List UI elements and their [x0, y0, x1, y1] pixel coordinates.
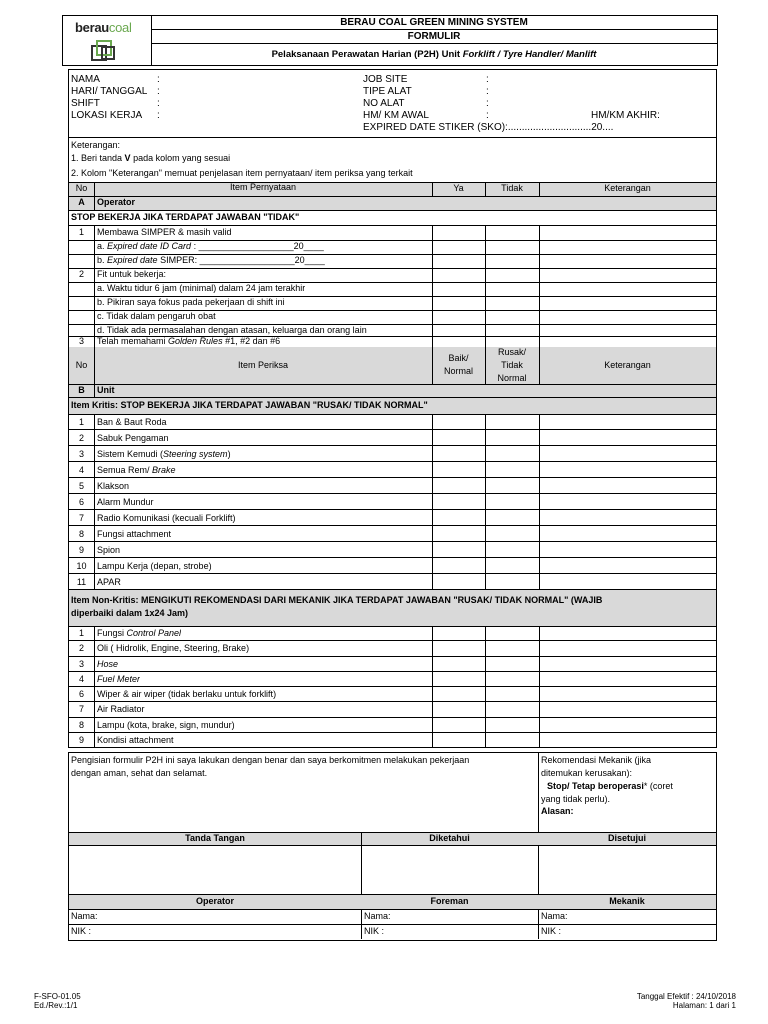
- check-ya[interactable]: [432, 336, 485, 347]
- foreman-nama-field[interactable]: Nama:: [364, 911, 391, 921]
- check-baik[interactable]: [432, 558, 485, 574]
- check-tidak[interactable]: [485, 310, 539, 324]
- row-text: [97, 512, 236, 525]
- text: Telah memahami: [97, 336, 169, 346]
- check-ya[interactable]: [432, 254, 485, 268]
- footer-halaman: Halaman: 1 dari 1: [672, 1001, 736, 1010]
- form-subtitle: [151, 44, 717, 65]
- table-row: [69, 657, 716, 672]
- text: Ban & Baut Roda: [97, 416, 167, 427]
- check-tidak[interactable]: [485, 296, 539, 310]
- role-mekanik: Mekanik: [609, 896, 645, 906]
- keterangan-cell[interactable]: [539, 430, 716, 446]
- check-rusak[interactable]: [485, 733, 539, 748]
- declaration-line-1: Pengisian formulir P2H ini saya lakukan dengan benar dan saya berkomitmen melakukan pekerjaan: [71, 755, 470, 765]
- footer-tanggal: Tanggal Efektif : 24/10/2018: [636, 992, 736, 1001]
- rekomendasi-line-2: ditemukan kerusakan):: [541, 768, 633, 778]
- text: Stop/ Tetap beroperasi: [547, 781, 644, 791]
- rule: [94, 478, 95, 494]
- check-tidak[interactable]: [485, 225, 539, 240]
- row-text: a. Waktu tidur 6 jam (minimal) dalam 24 jam terakhir: [97, 283, 306, 293]
- check-rusak[interactable]: [485, 657, 539, 672]
- row-text: [97, 719, 235, 732]
- row-no: 1: [78, 416, 84, 427]
- check-rusak[interactable]: [485, 462, 539, 478]
- keterangan-cell[interactable]: [539, 558, 716, 574]
- row-text: d. Tidak ada permasalahan dengan atasan, keluarga dan orang lain: [97, 325, 367, 335]
- text: Fuel Meter: [97, 673, 141, 684]
- nonkritis-table: [69, 626, 716, 748]
- rekomendasi-line-1: Rekomendasi Mekanik (jika: [541, 755, 652, 765]
- colon: :: [157, 74, 160, 85]
- form-label: FORMULIR: [151, 30, 717, 44]
- keterangan-cell[interactable]: [539, 240, 716, 254]
- rule: [94, 542, 95, 558]
- field-expired-date: EXPIRED DATE STIKER (SKO):..............................20....: [363, 122, 614, 133]
- table-row: [69, 687, 716, 702]
- rule: [94, 558, 95, 574]
- check-baik[interactable]: [432, 542, 485, 558]
- table-row: [69, 446, 716, 462]
- row-text: [97, 448, 231, 461]
- row-text: b. Pikiran saya fokus pada pekerjaan di shift ini: [97, 297, 285, 307]
- colon: :: [157, 86, 160, 97]
- row-no: 9: [78, 544, 84, 555]
- rule: [94, 510, 95, 526]
- check-rusak[interactable]: [485, 446, 539, 462]
- colon: :: [486, 110, 489, 121]
- text: Alarm Mundur: [97, 496, 154, 507]
- row-text: [97, 432, 169, 445]
- table-row: [69, 494, 716, 510]
- field-lokasi: LOKASI KERJA: [71, 110, 143, 121]
- keterangan-cell[interactable]: [539, 296, 716, 310]
- field-hari: HARI/ TANGGAL: [71, 86, 148, 97]
- text: Oli ( Hidrolik, Engine, Steering, Brake): [97, 643, 250, 654]
- table-row: [69, 626, 716, 641]
- company-logo: [63, 16, 152, 65]
- check-rusak[interactable]: [485, 542, 539, 558]
- rule: [94, 574, 95, 590]
- check-ya[interactable]: [432, 324, 485, 336]
- text: #1, #2 dan #6: [222, 336, 281, 346]
- mekanik-nama-field[interactable]: Nama:: [541, 911, 568, 921]
- text: Fungsi: [97, 628, 127, 639]
- text: Hose: [97, 658, 119, 669]
- keterangan-cell[interactable]: [539, 718, 716, 733]
- rule: [69, 384, 716, 385]
- row-no: 2: [78, 432, 84, 443]
- text: Air Radiator: [97, 704, 145, 715]
- disetujui-header: Disetujui: [607, 833, 646, 843]
- text: APAR: [97, 576, 121, 587]
- keterangan-cell[interactable]: [539, 494, 716, 510]
- col-header-tidak: Tidak: [501, 183, 523, 193]
- keterangan-cell[interactable]: [539, 462, 716, 478]
- keterangan-cell[interactable]: [539, 446, 716, 462]
- keterangan-cell[interactable]: [539, 268, 716, 282]
- table-row: [69, 462, 716, 478]
- row-no: 3: [78, 658, 84, 669]
- col-header-no: No: [75, 360, 88, 370]
- field-nama: NAMA: [71, 74, 100, 85]
- footer-code: F-SFO-01.05: [34, 992, 81, 1001]
- logo-text-coal: coal: [108, 20, 132, 35]
- rule: [94, 526, 95, 542]
- keterangan-line-2: 2. Kolom "Keterangan" memuat penjelasan item pernyataan/ item periksa yang terkait: [71, 168, 413, 178]
- keterangan-cell[interactable]: [539, 254, 716, 268]
- col-header-keterangan: Keterangan: [604, 183, 651, 193]
- row-text: [97, 560, 212, 573]
- check-baik[interactable]: [432, 718, 485, 733]
- section-b-title: Unit: [97, 385, 115, 395]
- check-ya[interactable]: [432, 310, 485, 324]
- colon: :: [486, 86, 489, 97]
- field-hm-awal: HM/ KM AWAL: [363, 110, 429, 121]
- text: Semua Rem/: [97, 464, 153, 475]
- row-text: c. Tidak dalam pengaruh obat: [97, 311, 216, 321]
- row-text: [97, 464, 176, 477]
- keterangan-cell[interactable]: [539, 510, 716, 526]
- colon: :: [486, 98, 489, 109]
- text: Lampu Kerja (depan, strobe): [97, 560, 212, 571]
- logo-text-berau: berau: [75, 20, 109, 35]
- check-ya[interactable]: [432, 296, 485, 310]
- row-no: 1: [78, 628, 84, 639]
- check-rusak[interactable]: [485, 558, 539, 574]
- table-row: [69, 510, 716, 526]
- operator-nama-field[interactable]: Nama:: [71, 911, 98, 921]
- check-ya[interactable]: [432, 268, 485, 282]
- field-no-alat: NO ALAT: [363, 98, 405, 109]
- row-text: [97, 658, 118, 671]
- row-text: [97, 416, 167, 429]
- rule: [94, 414, 95, 430]
- text: SIMPER: ___________________20____: [157, 255, 325, 265]
- table-row: [69, 558, 716, 574]
- row-text: [97, 480, 129, 493]
- check-baik[interactable]: [432, 657, 485, 672]
- keterangan-cell[interactable]: [539, 672, 716, 687]
- row-text: [97, 673, 140, 686]
- col-header-ya: Ya: [453, 183, 464, 193]
- mekanik-nik-field[interactable]: NIK :: [541, 926, 562, 936]
- rule: [94, 430, 95, 446]
- check-baik[interactable]: [432, 626, 485, 641]
- table-row: [69, 414, 716, 430]
- rule: [94, 494, 95, 510]
- keterangan-title: Keterangan:: [71, 140, 121, 150]
- check-tidak[interactable]: [485, 324, 539, 336]
- row-no: 6: [78, 689, 84, 700]
- check-baik[interactable]: [432, 672, 485, 687]
- check-baik[interactable]: [432, 733, 485, 748]
- keterangan-cell[interactable]: [539, 282, 716, 296]
- text: Kondisi attachment: [97, 734, 174, 745]
- rule: [69, 924, 716, 925]
- row-no: 7: [78, 704, 84, 715]
- row-text: [97, 254, 325, 267]
- text: Radio Komunikasi (kecuali Forklift): [97, 512, 236, 523]
- text: * (coret: [643, 781, 673, 791]
- rule: [94, 687, 95, 702]
- check-rusak[interactable]: [485, 626, 539, 641]
- keterangan-cell[interactable]: [539, 542, 716, 558]
- keterangan-cell[interactable]: [539, 324, 716, 336]
- divider: [69, 137, 716, 138]
- field-shift: SHIFT: [71, 98, 100, 109]
- row-text: [97, 703, 145, 716]
- check-baik[interactable]: [432, 687, 485, 702]
- row-text: [97, 734, 174, 747]
- keterangan-cell[interactable]: [539, 526, 716, 542]
- check-rusak[interactable]: [485, 494, 539, 510]
- row-no: 4: [78, 673, 84, 684]
- row-no: 1: [78, 227, 84, 237]
- colon: :: [157, 98, 160, 109]
- rule: [69, 845, 716, 846]
- row-text: [97, 240, 324, 253]
- check-rusak[interactable]: [485, 718, 539, 733]
- kritis-table: [69, 414, 716, 590]
- alasan-label: Alasan:: [541, 806, 574, 816]
- table-row: [69, 574, 716, 590]
- check-baik[interactable]: [432, 510, 485, 526]
- check-rusak[interactable]: [485, 687, 539, 702]
- rule: [94, 718, 95, 733]
- check-ya[interactable]: [432, 225, 485, 240]
- table-row: [69, 526, 716, 542]
- table-row: [69, 641, 716, 656]
- check-rusak[interactable]: [485, 574, 539, 590]
- text: Sistem Kemudi (: [97, 448, 164, 459]
- table-row: [69, 733, 716, 748]
- form-header: [62, 15, 718, 66]
- check-tidak[interactable]: [485, 282, 539, 296]
- row-no: 5: [78, 480, 84, 491]
- check-tidak[interactable]: [485, 268, 539, 282]
- table-row: [69, 542, 716, 558]
- col-header-rusak: Rusak/ Tidak Normal: [497, 347, 527, 383]
- rule: [94, 702, 95, 717]
- keterangan-cell[interactable]: [539, 574, 716, 590]
- rule: [94, 641, 95, 656]
- text: ): [227, 448, 231, 459]
- keterangan-cell[interactable]: [539, 687, 716, 702]
- colon: :: [157, 110, 160, 121]
- keterangan-cell[interactable]: [539, 733, 716, 748]
- footer-rev: Ed./Rev.:1/1: [34, 1001, 78, 1010]
- text: Wiper & air wiper (tidak berlaku untuk forklift): [97, 689, 277, 700]
- keterangan-line-1: [71, 152, 230, 165]
- text: : ___________________20____: [191, 241, 324, 251]
- rule: [69, 909, 716, 910]
- row-no: 7: [78, 512, 84, 523]
- check-tidak[interactable]: [485, 240, 539, 254]
- row-text: [97, 576, 121, 589]
- check-rusak[interactable]: [485, 702, 539, 717]
- rule: [94, 462, 95, 478]
- section-b-no: B: [78, 385, 85, 395]
- keterangan-cell[interactable]: [539, 702, 716, 717]
- text: a.: [97, 241, 108, 251]
- section-a-no: A: [78, 197, 85, 207]
- text: pada kolom yang sesuai: [130, 153, 231, 163]
- text: b.: [97, 255, 108, 265]
- row-no: 3: [78, 336, 84, 346]
- col-header-item: Item Pernyataan: [229, 182, 297, 192]
- check-tidak[interactable]: [485, 336, 539, 347]
- logo-mark-icon: [89, 38, 119, 62]
- check-rusak[interactable]: [485, 672, 539, 687]
- row-text: Membawa SIMPER & masih valid: [97, 227, 232, 237]
- rule: [94, 347, 95, 397]
- role-operator: Operator: [195, 896, 234, 906]
- company-title: BERAU COAL GREEN MINING SYSTEM: [151, 16, 717, 30]
- field-job-site: JOB SITE: [363, 74, 408, 85]
- table-row: [69, 430, 716, 446]
- role-foreman: Foreman: [430, 896, 469, 906]
- row-text: [97, 627, 181, 640]
- text: Sabuk Pengaman: [97, 432, 169, 443]
- keterangan-cell[interactable]: [539, 657, 716, 672]
- rule: [94, 446, 95, 462]
- rule: [94, 657, 95, 672]
- section-a-bg: [69, 196, 716, 210]
- keterangan-cell[interactable]: [539, 414, 716, 430]
- text: Lampu (kota, brake, sign, mundur): [97, 719, 235, 730]
- rule: [94, 733, 95, 748]
- rule: [538, 753, 539, 939]
- check-rusak[interactable]: [485, 414, 539, 430]
- keterangan-cell[interactable]: [539, 225, 716, 240]
- check-baik[interactable]: [432, 494, 485, 510]
- table-row: [69, 478, 716, 494]
- keterangan-cell[interactable]: [539, 310, 716, 324]
- subtitle-italic: Forklift / Tyre Handler/ Manlift: [462, 49, 597, 60]
- check-baik[interactable]: [432, 446, 485, 462]
- rule: [94, 225, 95, 347]
- section-a-title: Operator: [97, 197, 136, 207]
- rule: [69, 397, 716, 398]
- text: Fungsi attachment: [97, 528, 172, 539]
- table-row: [69, 672, 716, 687]
- nonkritis-notice-2: diperbaiki dalam 1x24 Jam): [71, 608, 189, 618]
- check-rusak[interactable]: [485, 641, 539, 656]
- section-b-bg: [69, 384, 716, 397]
- text: 1. Beri tanda: [71, 153, 125, 163]
- field-tipe-alat: TIPE ALAT: [363, 86, 412, 97]
- tanda-tangan-header: Tanda Tangan: [185, 833, 245, 843]
- check-ya[interactable]: [432, 282, 485, 296]
- row-text: [97, 496, 154, 509]
- text: Control Panel: [126, 628, 182, 639]
- check-baik[interactable]: [432, 462, 485, 478]
- check-baik[interactable]: [432, 574, 485, 590]
- row-no: 8: [78, 719, 84, 730]
- check-rusak[interactable]: [485, 478, 539, 494]
- row-no: 9: [78, 734, 84, 745]
- row-text: [97, 688, 276, 701]
- operator-nik-field[interactable]: NIK :: [71, 926, 92, 936]
- row-no: 6: [78, 496, 84, 507]
- text: Expired date ID Card: [107, 241, 192, 251]
- rekomendasi-line-4: yang tidak perlu).: [541, 794, 611, 804]
- subtitle-plain: Pelaksanaan Perawatan Harian (P2H) Unit: [271, 49, 463, 60]
- text: Brake: [152, 464, 176, 475]
- row-no: 2: [78, 643, 84, 654]
- text: Klakson: [97, 480, 130, 491]
- stop-notice: STOP BEKERJA JIKA TERDAPAT JAWABAN "TIDAK": [71, 212, 300, 222]
- check-rusak[interactable]: [485, 430, 539, 446]
- col-header-baik: Baik/ Normal: [443, 353, 473, 376]
- check-baik[interactable]: [432, 641, 485, 656]
- row-text: Fit untuk bekerja:: [97, 269, 167, 279]
- field-hm-akhir: HM/KM AKHIR:: [591, 110, 660, 121]
- row-no: 11: [76, 576, 87, 587]
- colon: :: [486, 74, 489, 85]
- col-header-no: No: [75, 183, 88, 193]
- check-baik[interactable]: [432, 702, 485, 717]
- row-text: [97, 544, 120, 557]
- check-baik[interactable]: [432, 430, 485, 446]
- text: V: [124, 153, 131, 163]
- text: Steering system: [163, 448, 228, 459]
- text: Expired date: [107, 255, 158, 265]
- keterangan-cell[interactable]: [539, 626, 716, 641]
- diketahui-header: Diketahui: [429, 833, 470, 843]
- row-text: [97, 528, 171, 541]
- foreman-nik-field[interactable]: NIK :: [364, 926, 385, 936]
- signature-block: [68, 752, 717, 941]
- keterangan-cell[interactable]: [539, 336, 716, 347]
- rule: [94, 672, 95, 687]
- check-ya[interactable]: [432, 240, 485, 254]
- row-no: 8: [78, 528, 84, 539]
- check-rusak[interactable]: [485, 526, 539, 542]
- table-row: [69, 718, 716, 733]
- check-baik[interactable]: [432, 478, 485, 494]
- rule: [94, 626, 95, 641]
- col-header-item-periksa: Item Periksa: [237, 360, 288, 370]
- check-baik[interactable]: [432, 414, 485, 430]
- rule: [69, 196, 716, 197]
- kritis-notice: Item Kritis: STOP BEKERJA JIKA TERDAPAT JAWABAN "RUSAK/ TIDAK NORMAL": [71, 400, 428, 410]
- row-no: 3: [78, 448, 84, 459]
- declaration-line-2: dengan aman, sehat dan selamat.: [71, 768, 208, 778]
- row-text: [97, 642, 249, 655]
- check-tidak[interactable]: [485, 254, 539, 268]
- nonkritis-notice-1: Item Non-Kritis: MENGIKUTI REKOMENDASI DARI MEKANIK JIKA TERDAPAT JAWABAN "RUSAK/ TIDAK NORMAL" (WAJIB: [71, 595, 603, 605]
- row-no: 10: [76, 560, 87, 571]
- rekomendasi-line-3: [547, 780, 673, 793]
- col-header-keterangan: Keterangan: [604, 360, 651, 370]
- row-no: 4: [78, 464, 84, 475]
- check-rusak[interactable]: [485, 510, 539, 526]
- form-body: [68, 69, 717, 748]
- keterangan-cell[interactable]: [539, 641, 716, 656]
- table-row: [69, 702, 716, 717]
- check-baik[interactable]: [432, 526, 485, 542]
- row-no: 2: [78, 269, 84, 279]
- rule: [361, 832, 362, 939]
- text: Spion: [97, 544, 121, 555]
- keterangan-cell[interactable]: [539, 478, 716, 494]
- text: Golden Rules: [168, 336, 223, 346]
